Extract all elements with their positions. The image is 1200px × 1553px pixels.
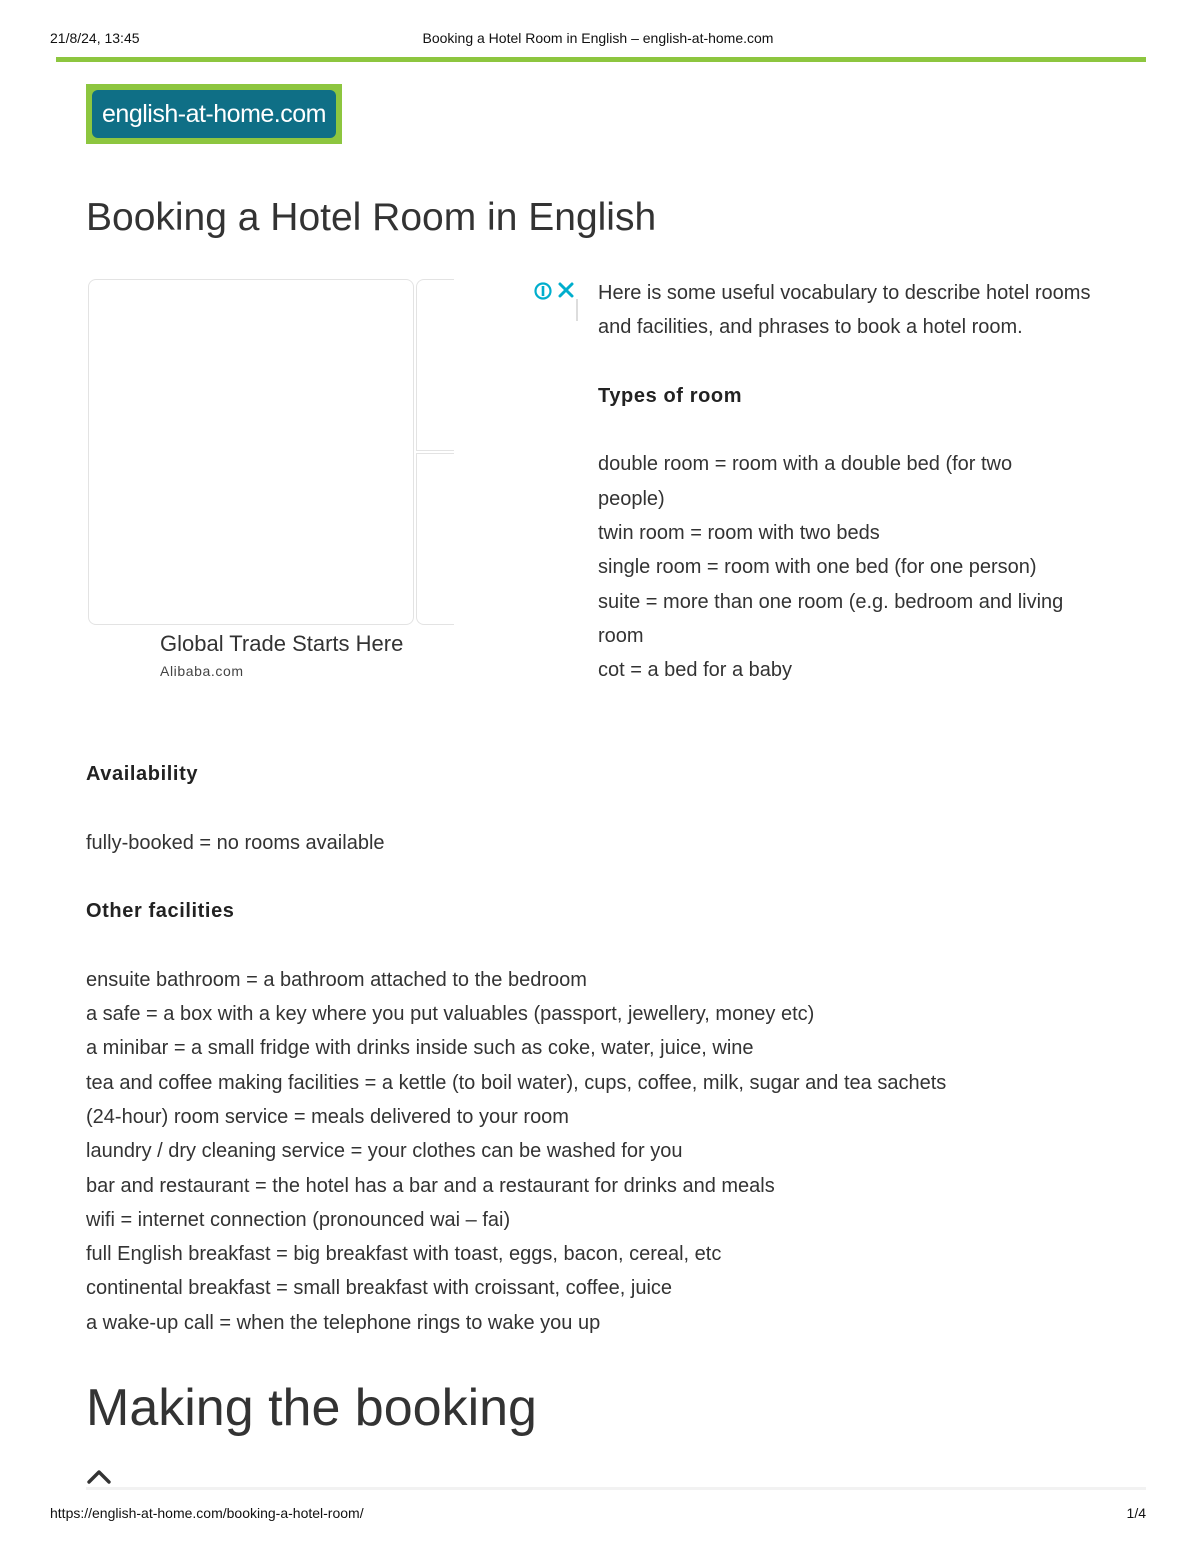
site-logo[interactable] bbox=[86, 84, 342, 144]
intro-section bbox=[598, 276, 1118, 688]
list-line: double room = room with a double bed (for two bbox=[598, 453, 1013, 476]
print-page-title: Booking a Hotel Room in English – english-at-home.com bbox=[422, 30, 774, 46]
footer-divider bbox=[86, 1487, 1146, 1490]
types-of-room-heading: Types of room bbox=[598, 384, 743, 407]
list-line: room bbox=[598, 624, 644, 647]
making-the-booking-heading: Making the booking bbox=[86, 1379, 537, 1437]
list-line: people) bbox=[598, 487, 665, 510]
spacer bbox=[598, 413, 1118, 447]
spacer bbox=[598, 345, 1118, 379]
list-line: cot = a bed for a baby bbox=[598, 659, 793, 682]
chevron-up-icon[interactable] bbox=[86, 1466, 112, 1486]
spacer bbox=[86, 860, 1126, 894]
list-line: a safe = a box with a key where you put valuables (passport, jewellery, money etc) bbox=[86, 1003, 815, 1026]
print-page-number: 1/4 bbox=[1126, 1505, 1146, 1521]
list-line: fully-booked = no rooms available bbox=[86, 831, 385, 854]
close-icon[interactable] bbox=[557, 281, 575, 304]
other-facilities-heading: Other facilities bbox=[86, 900, 235, 923]
list-line: ensuite bathroom = a bathroom attached to the bedroom bbox=[86, 968, 587, 991]
spacer bbox=[86, 791, 1126, 825]
list-line: twin room = room with two beds bbox=[598, 522, 880, 545]
ad-image-right-bottom[interactable] bbox=[416, 453, 454, 625]
page-title: Booking a Hotel Room in English bbox=[86, 196, 657, 239]
list-line: (24-hour) room service = meals delivered to your room bbox=[86, 1105, 569, 1128]
header-accent-bar bbox=[56, 57, 1146, 62]
list-line: a minibar = a small fridge with drinks inside such as coke, water, juice, wine bbox=[86, 1037, 754, 1060]
list-line: single room = room with one bed (for one person) bbox=[598, 556, 1037, 579]
availability-heading: Availability bbox=[86, 763, 199, 785]
ad-controls bbox=[534, 279, 580, 303]
list-line: laundry / dry cleaning service = your clothes can be washed for you bbox=[86, 1140, 683, 1163]
print-date: 21/8/24, 13:45 bbox=[50, 30, 140, 46]
print-header bbox=[50, 28, 1146, 50]
vocabulary-section bbox=[86, 757, 1126, 1340]
availability-list bbox=[86, 826, 1126, 860]
ad-image-right-top[interactable] bbox=[416, 279, 454, 451]
list-line: a wake-up call = when the telephone rings to wake you up bbox=[86, 1311, 601, 1334]
spacer bbox=[86, 928, 1126, 962]
adchoices-icon[interactable] bbox=[534, 282, 554, 305]
list-line: wifi = internet connection (pronounced wai – fai) bbox=[86, 1208, 511, 1231]
advertisement[interactable] bbox=[88, 279, 580, 689]
ad-headline[interactable]: Global Trade Starts Here bbox=[160, 631, 404, 656]
logo-text: english-at-home.com bbox=[92, 90, 336, 138]
intro-paragraph: Here is some useful vocabulary to describe hotel rooms and facilities, and phrases to book a hotel room. bbox=[598, 282, 1091, 339]
list-line: full English breakfast = big breakfast with toast, eggs, bacon, cereal, etc bbox=[86, 1243, 722, 1266]
ad-image-left[interactable] bbox=[88, 279, 414, 625]
list-line: suite = more than one room (e.g. bedroom and living bbox=[598, 590, 1064, 613]
facilities-list bbox=[86, 963, 1126, 1340]
list-line: bar and restaurant = the hotel has a bar and a restaurant for drinks and meals bbox=[86, 1174, 775, 1197]
print-footer bbox=[50, 1505, 1146, 1525]
print-url: https://english-at-home.com/booking-a-hotel-room/ bbox=[50, 1505, 364, 1521]
ad-source[interactable]: Alibaba.com bbox=[160, 663, 244, 679]
list-line: continental breakfast = small breakfast with croissant, coffee, juice bbox=[86, 1277, 673, 1300]
types-of-room-list bbox=[598, 447, 1118, 687]
list-line: tea and coffee making facilities = a kettle (to boil water), cups, coffee, milk, sugar and tea sachets bbox=[86, 1071, 947, 1094]
